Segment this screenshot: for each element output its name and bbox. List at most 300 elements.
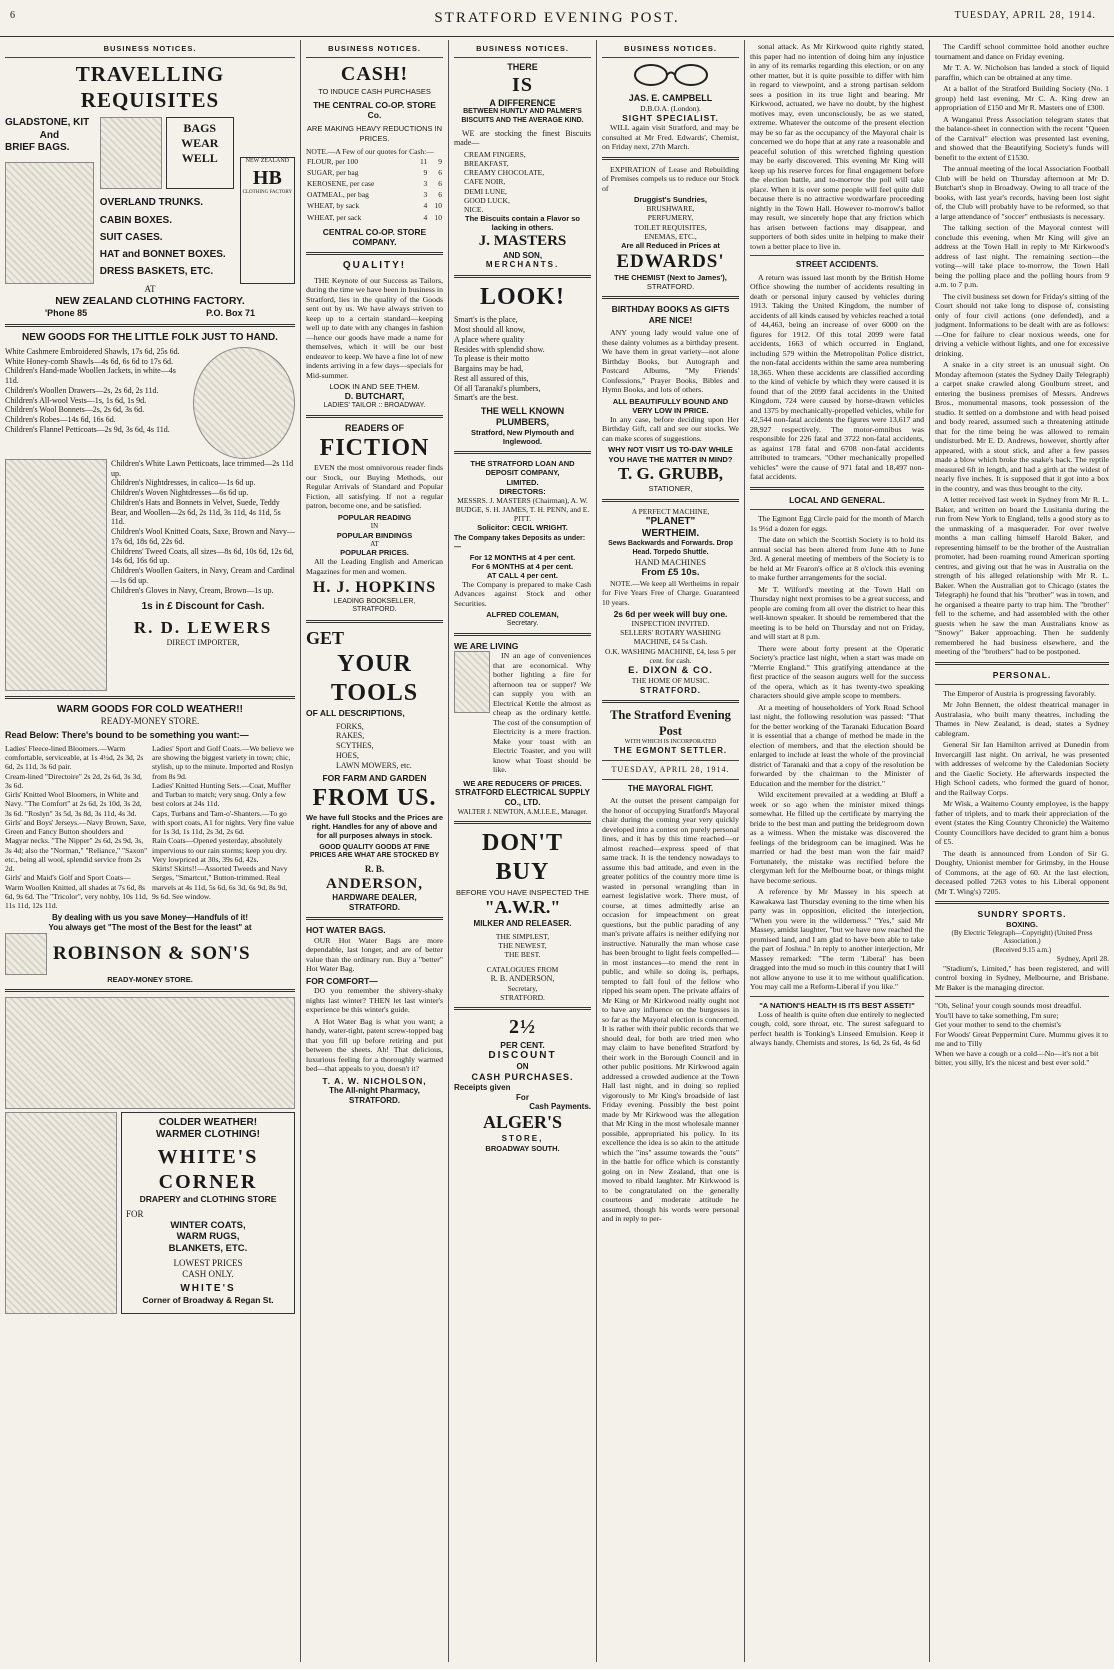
- list-item: Cream-lined "Directoire" 2s 2d, 2s 6d, 3s 3d, 3s 6d.: [5, 771, 142, 790]
- list-item: BRUSHWARE,: [646, 204, 695, 214]
- store-sub: STATIONER,: [648, 484, 693, 494]
- ad-line: BEFORE YOU HAVE INSPECTED THE: [456, 887, 589, 897]
- list-item: Childrens' Tweed Coats, all sizes—8s 6d, 10s 6d, 12s 6d, 14s 6d, 16s 6d up.: [111, 546, 294, 566]
- article-sundry-sports: [935, 909, 1109, 992]
- ad-line: Sews Backwards and Forwards. Drop Head. Torpedo Shuttle.: [608, 540, 733, 556]
- robinson-ad: [5, 704, 295, 984]
- store-address: Corner of Broadway & Regan St.: [142, 1295, 274, 1306]
- article-paragraph: The Egmont Egg Circle paid for the month of March 1s 9½d a dozen for eggs.: [750, 514, 924, 533]
- article-paragraph: There were about forty present at the Operatic Society's practice last night, when a start was made on "Merrie England." This gratifying attendance at the first practice of the season augurs well for the success of the opera, which as it has twenty-two speaking characters should give ample scope to members.: [750, 643, 924, 701]
- ad-line: INSPECTION INVITED.: [631, 619, 710, 629]
- ad-line: COLDER WEATHER!: [158, 1117, 258, 1129]
- list-item: Caps, Turbans and Tam-o'-Shanters.—To go with sport coats, A1 for nights. Very fine value for 1s 3d, 1s 11d, 2s 3d, 2s 6d.: [152, 808, 295, 837]
- ad-line: Secretary,: [507, 983, 538, 993]
- lewers-ad: [5, 332, 295, 691]
- list-item: Skirts! Skirts!!—Assorted Tweeds and Navy Serges, "Smartcut," Button-trimmed. Real marvels at 4s 11d, 5s 6d, 6s 3d, 6s 9d, 8s 9d, 9s 6d. See window.: [152, 864, 288, 901]
- ad-body: All the Leading English and American Magazines for men and women.: [306, 557, 443, 576]
- po-box: P.O. Box 71: [206, 307, 255, 318]
- list-item: BLANKETS, ETC.: [168, 1242, 248, 1254]
- list-item: CREAMY CHOCOLATE,: [464, 168, 545, 178]
- article-paragraph: A snake in a city street is an unusual sight. On Monday afternoon (states the Sydney Daily Telegraph) a carpet snake crawled along Goulburn street, and entering the business premises of Messrs. Andrews Bros., monumental masons, took possession of the studio. It settled on a dombstone and with head poised and body reared, assumed such a threatening attitude that for the time being he was allowed to remain undisturbed. Mr E. D. Andrews, however, shortly after appeared, with a stout stick, and after a few passes made a blow which broke the snake's back. The reptile measured 6ft in length, and had a girth at the widest of nearly five inches. It is supposed that it got into a box in the country, and was thus brought to the city.: [935, 360, 1109, 493]
- article-paragraph: The Cardiff school committee hold another euchre tournament and dance on Friday evening.: [935, 42, 1109, 61]
- store-sub: STORE,: [501, 1133, 544, 1143]
- ad-body: EXPIRATION of Lease and Rebuilding of Premises compels us to reduce our Stock of: [602, 164, 739, 193]
- hand-illustration: [5, 933, 47, 975]
- list-item: CAFE NOIR,: [464, 177, 506, 187]
- column-4: [596, 40, 744, 1662]
- article-paragraph: The date on which the Scottish Society is to hold its annual social has been altered from June 4th to June 3rd. A general meeting of members of the Society is to be held at Mr Fearon's office at 8 o'clock this evening to make further arrangements for the social.: [750, 535, 924, 583]
- ad-line: AT CALL 4 per cent.: [487, 570, 558, 580]
- ad-body: WE are stocking the finest Biscuits made—: [454, 128, 591, 148]
- ad-line: "PLANET": [645, 515, 696, 527]
- ad-line: ON: [516, 1062, 529, 1072]
- verse-line: Bargains may be had,: [454, 364, 524, 374]
- list-item: WINTER COATS,: [170, 1219, 246, 1231]
- ad-line: CASH PURCHASES.: [471, 1071, 574, 1082]
- section-header: BUSINESS NOTICES.: [624, 44, 717, 53]
- issue-date: TUESDAY, APRIL 28, 1914.: [611, 764, 730, 774]
- ad-lead: Read Below: There's bound to be something you want:—: [5, 730, 249, 740]
- price-value: 9: [438, 156, 442, 166]
- ad-line: DISCOUNT: [488, 1049, 557, 1061]
- price-row: [306, 212, 443, 223]
- article-street-accidents: [750, 260, 924, 482]
- list-item: Children's Nightdresses, in calico—1s 6d up.: [111, 478, 256, 488]
- newspaper-title: STRATFORD EVENING POST.: [434, 10, 680, 26]
- list-item: Children's White Lawn Petticoats, lace trimmed—2s 11d up.: [111, 458, 294, 478]
- list-item: Children's Flannel Petticoats—2s 9d, 3s 6d, 4s 11d.: [5, 424, 170, 434]
- ad-body: THE Keynote of our Success as Tailors, during the time we have been in business in Stratford, lies in the quality of the Goods sent out by us. We have always striven to keep up to a certain standard—keeping well up to date with any changes in fashion—hence our goods have made a name for themselves, which it will be our best endeavor to keep. We have a fine lot of new indents arriving in a few days—specials for Mid-summer.: [306, 275, 443, 380]
- store-name: E. DIXON & CO.: [628, 664, 713, 676]
- ships-illustration: [5, 997, 295, 1109]
- article-body: A return was issued last month by the British Home Office showing the number of accidents resulting in death or personal injury caused by vehicles during 1913. Taking the United Kingdom, the number of accidents of all kinds caused by vehicles reached a total of 44,463, being an increase of over 6000 on the figures for 1912. Of this total 2099 were fatal accidents, 1663 of which occurred in England, including 579 within the Metropolitan Police district, the non-fatal accidents within the same area numbering 18,365. When these accidents are classified according to the kind of vehicle by which they were caused it is found that of the 2099 fatal accidents in the United Kingdom, 724 were caused by horse-drawn vehicles and 1375 by mechanically-propelled vehicles, while for 42,544 non-fatal accidents the figures were 13,617 and 28,927 respectively. The motor-omnibus was responsible for 226 fatal and 3722 non-fatal accidents, as against 178 fatal and 6708 non-fatal accidents attributed to tramcars. "Other mechanically propelled vehicles" were the cause of 971 fatal and 18,497 non-fatal accidents.: [750, 272, 924, 482]
- ad-line: D.B.O.A. (London).: [640, 103, 701, 113]
- list-item: HOES,: [336, 750, 359, 760]
- ad-line: LIMITED.: [506, 477, 539, 487]
- list-item: Rain Coats—Opened yesterday, absolutely impervious to our rain storms; keep you dry. Very lowpriced at 30s, 39s 6d, 42s.: [152, 836, 287, 864]
- article-title: THE MAYORAL FIGHT.: [627, 783, 714, 793]
- store-town: STRATFORD.: [500, 992, 545, 1002]
- section-header: BUSINESS NOTICES.: [103, 44, 197, 53]
- store-sub: THE CHEMIST (Next to James'),: [614, 273, 727, 283]
- dixon-ad: [602, 507, 739, 696]
- price-item: KEROSENE, per case: [307, 179, 375, 189]
- bags-wear-well-sign: BAGS WEAR WELL: [166, 117, 234, 189]
- list-item: OVERLAND TRUNKS.: [99, 197, 204, 209]
- store-address: BROADWAY SOUTH.: [485, 1143, 560, 1153]
- product-name: WERTHEIM.: [641, 527, 700, 539]
- ad-line: HAND MACHINES: [634, 557, 707, 568]
- store-sub: The All-night Pharmacy,: [329, 1085, 420, 1095]
- price-value: 11: [419, 156, 428, 166]
- article-paragraph: At a meeting of householders of York Road School last night, the following resolution was passed: "That for the better working of the Taranaki Education Board it is essential that a change of method be made in the election of members, and that the election should be enlarged to include at least the whole of the provincial district of Taranaki and that a copy of the resolution be forwarded by the chairman to the Minister of Education and the member for the district.": [750, 702, 924, 788]
- verse-line: Get your mother to send to the chemist's: [935, 1020, 1061, 1030]
- store-sub: DRAPERY and CLOTHING STORE: [139, 1194, 277, 1205]
- ad-line: IN: [370, 521, 379, 530]
- store-name: D. BUTCHART,: [344, 391, 405, 402]
- list-item: TOILET REQUISITES,: [634, 222, 707, 232]
- store-name: THE WELL KNOWN PLUMBERS,: [480, 406, 565, 428]
- store-town: STRATFORD.: [352, 606, 397, 614]
- list-item: Children's Woven Nightdresses—6s 6d up.: [111, 488, 249, 498]
- ad-title: TRAVELLING REQUISITES: [75, 62, 225, 112]
- ad-line: THE EGMONT SETTLER.: [613, 746, 728, 756]
- ad-line: FOR: [126, 1208, 144, 1219]
- article-paragraph: The talking section of the Mayoral contest will conclude this evening, when Mr King will give an address at the Town Hall in reply to Mr Kirkwood's address of last night. The remaining section—the voting—will take place to-morrow, the Town Hall being the polling place and the polling hours from 9 a.m. to 7 p.m.: [935, 223, 1109, 289]
- ad-line: For 6 MONTHS at 4 per cent.: [471, 561, 574, 571]
- ad-foot: By dealing with us you save Money—Handfuls of it!: [51, 913, 249, 923]
- store-name: THE CENTRAL CO-OP. STORE Co.: [313, 99, 436, 121]
- nicholson-ad: [306, 925, 443, 1105]
- verse-line: Rest all assured of this,: [454, 373, 529, 383]
- store-sub: LADIES' TAILOR :: BROADWAY.: [323, 401, 426, 409]
- ad-line: SIGHT SPECIALIST.: [622, 112, 719, 123]
- store-name: ANDERSON,: [326, 875, 423, 892]
- store-town: STRATFORD.: [349, 902, 400, 912]
- baby-illustration: [193, 347, 295, 459]
- price-value: 6: [438, 190, 442, 200]
- article-credit: (Received 9.15 a.m.): [992, 945, 1052, 954]
- price-value: 10: [434, 201, 442, 211]
- ad-body: NOTE.—We keep all Wertheims in repair for Five Years Free of Charge. Guaranteed 10 years.: [602, 579, 739, 607]
- price-table: [306, 156, 443, 223]
- list-item: Girls' Knitted Wool Bloomers, in White and Navy. "The Comfort" at 2s 6d, 2s 10d, 3s 2d, 3s 6d. "Roslyn" 3s 5d, 3s 8d, 3s 11d, 4s 3d.: [5, 790, 142, 818]
- column-5: [744, 40, 929, 1662]
- ad-line: GET: [306, 627, 345, 648]
- verse-line: Resides with splendid show.: [454, 344, 545, 354]
- price-row: [306, 200, 443, 211]
- ad-line: YOUR: [337, 650, 412, 677]
- list-item: Children's Wool Knitted Coats, Saxe, Brown and Navy—17s 6d, 18s 6d, 22s 6d.: [111, 527, 295, 546]
- price-value: 3: [423, 190, 428, 200]
- logo-text: HB: [252, 166, 282, 189]
- ad-line: From £5 10s.: [641, 567, 700, 579]
- store-name: ALGER'S: [482, 1112, 563, 1133]
- discount: 1s in £ Discount for Cash.: [141, 601, 265, 613]
- ad-line: TO INDUCE CASH PURCHASES: [318, 86, 431, 96]
- ad-title: THE STRATFORD LOAN AND DEPOSIT COMPANY,: [470, 459, 575, 478]
- list-item: Children's Gloves in Navy, Cream, Brown—1s up.: [111, 585, 274, 595]
- items-list: [100, 197, 234, 278]
- article-paragraph: The annual meeting of the local Association Football Club will be held on Thursday afternoon at Mr D. Butchart's shop in Broadway. Owing to all trace of the books, with last year's records, having been lost sight of, the Club will probably have to be reformed, so that a large attendance of "soccer" enthusiasts is necessary.: [935, 164, 1109, 221]
- awr-ad: [454, 829, 591, 1002]
- article-body: sonal attack. As Mr Kirkwood quite rightly stated, this paper had no intention of doing him any injustice in any of its remarks regarding this election, or on any other matter, but it is quite possible to differ with him in regard to viewpoint, and a strong partisan seldom sees a position in its true light and bearing. Mr Kirkwood, actuated, we have no doubt, by the highest motives may, even unconsciously, be as we stated, extreme. Whatever the outcome of the present election may be so far as the occupancy of the Mayoral chair is concerned we do hope that at any rate a reasonable and peaceful solution of this wretched fighting question may be early discovered. This evening Mr King will keep up his reserve forces for final engagement before the election battle, and to-morrow the poll will take place. When it is over some people will feel quite dull because there is no attractive wordwarfare proceeding nightly in the Town Hall. However to-morrow's ballot may result, we sincerely hope that any friction which has arisen between factions may disappear, and supporters of both sides unite in helping to make their town a better place to live in.: [750, 42, 924, 251]
- butchart-ad: [306, 260, 443, 410]
- ad-line: BRIEF BAGS.: [5, 141, 70, 153]
- ad-title: NEW GOODS FOR THE LITTLE FOLK JUST TO HAND.: [22, 331, 278, 343]
- price-row: [306, 178, 443, 189]
- ad-line: AT: [370, 539, 379, 548]
- ad-body: WILL again visit Stratford, and may be consulted at Mr Fred. Edwards', Chemist, on Friday next, 27th March.: [602, 123, 739, 152]
- list-item: Ladies' Sport and Golf Coats.—We believe we are showing the biggest variety in town; chic, stylish, up to the minute. Imported and Roslyn from 8s 9d.: [152, 743, 294, 781]
- store-name: WHITE'S: [157, 1146, 259, 1169]
- store-town: STRATFORD.: [349, 1095, 400, 1105]
- list-item: White Honey-comb Shawls—4s 6d, 6s 6d to 17s 6d.: [5, 356, 173, 366]
- price-value: 3: [423, 179, 428, 189]
- store-name: CENTRAL CO-OP. STORE COMPANY.: [322, 226, 427, 248]
- ad-line: The Biscuits contain a Flavor so lacking in others.: [464, 214, 581, 233]
- ad-title: WE ARE LIVING: [454, 641, 519, 652]
- list-item: Children's Wool Bonnets—2s, 2s 6d, 3s 6d.: [5, 405, 145, 415]
- article-body: At the outset the present campaign for the honor of occupying Stratford's Mayoral chair during the coming year very quickly developed into a contest on purely personal lines, and it has by this time reached—or almost reached—express speed of that same track. It is the tendency nowadays to assume this bad attitude, and even in the greater politics of the country more time is wasted in personal wrangling than in earnest legislative work. There must, of course, at times admittedly arise an occasion for impeachment on great questions, but the public parading of any man's private affairs is neither edifying nor instructive. Naturally the man whose case has been brought to light feels compelled—in most instances—to mend the rent in public, and while so doing is, perhaps, tempted to fall foul of the fellow who ripped his seam open. The private affairs of Mr King or Mr Kirkwood really ought not to have any influence on the burgesses in so far as the Mayoral election is concerned. It is rather with their public records that we should deal, for both are tried men who may claim to have benefited Stratford by their work in the Borough Council and in other public positions. Mr Kirkwood again addressed a crowded audience at the Town Hall last night, and in doing so replied vigorously to Mr King's broadside of last Friday evening. Possibly the best point made by Mr Kirkwood was the allegation that Mr King in the most wholesale manner possible, appropriated his policy. In its excellence the idea is so akin to the attitude which the "ins" assume towards the "outs" in the battle for office which is constantly going on in New Zealand, that one is moved to ribald laughter. Mr Kirkwood is to be congratulated on the generally courteous and moderate attitude he assumed, though his words were personal and in reply to per-: [602, 796, 739, 1224]
- woods-peppermint-ad: [935, 1001, 1109, 1068]
- logo-text: CLOTHING FACTORY: [242, 190, 293, 196]
- ad-line: ARE MAKING HEAVY REDUCTIONS IN PRICES.: [306, 124, 443, 143]
- ad-title: FICTION: [319, 435, 430, 462]
- campbell-ad: [602, 62, 739, 151]
- article-credit: (By Electric Telegraph—Copyright) (United Press Association.): [951, 928, 1093, 946]
- article-title: SUNDRY SPORTS.: [977, 909, 1067, 920]
- ad-line: A DIFFERENCE: [489, 97, 556, 108]
- column-1: [0, 40, 300, 1662]
- ad-line: GLADSTONE, KIT: [5, 117, 90, 129]
- article-paragraph: Mr T. Wilford's meeting at the Town Hall on Thursday night next promises to be a great success, and people are coming from all over the district to hear this well-known speaker. It should be remembered that the meeting is to be held on Thursday and not on Friday, and will start at 8 p.m.: [750, 584, 924, 642]
- ad-line: Are all Reduced in Prices at: [621, 240, 720, 250]
- article-paragraph: The Emperor of Austria is progressing favorably.: [943, 688, 1097, 698]
- list-item: PERFUMERY,: [647, 213, 694, 223]
- ad-line: OF ALL DESCRIPTIONS,: [306, 708, 405, 719]
- ad-foot: You always get "The most of the Best for the least" at: [48, 923, 252, 933]
- ad-line: READERS OF: [344, 423, 404, 434]
- ad-line: FOR FARM AND GARDEN: [322, 773, 427, 784]
- store-name: R. D. LEWERS: [133, 617, 273, 637]
- list-item: NICE.: [464, 204, 484, 214]
- store-name: ALFRED COLEMAN,: [486, 610, 559, 620]
- ad-body: We have full Stocks and the Prices are right. Handles for any of above and for all purposes always in stock.: [306, 813, 443, 841]
- store-sub: WALTER J. NEWTON, A.M.I.E.E., Manager.: [457, 807, 588, 816]
- price-item: SUGAR, per bag: [307, 167, 359, 177]
- factory-name: NEW ZEALAND CLOTHING FACTORY.: [55, 294, 245, 307]
- ad-body: MESSRS. J. MASTERS (Chairman), A. W. BUDGE, S. H. JAMES, T. H. PENN, and E. PITT.: [455, 495, 590, 524]
- ad-line: O.K. WASHING MACHINE, £4, less 5 per cent. for cash.: [604, 646, 737, 665]
- ad-title: CASH!: [340, 63, 409, 86]
- man-in-coat-illustration: [5, 1112, 117, 1314]
- store-sub: MERCHANTS.: [485, 260, 560, 270]
- price-item: FLOUR, per 100: [307, 156, 359, 166]
- list-item: SCYTHES,: [336, 741, 374, 751]
- child-in-coat-illustration: [5, 459, 107, 691]
- masthead: [0, 0, 1114, 37]
- store-name: CORNER: [158, 1170, 258, 1193]
- store-name: J. MASTERS: [478, 233, 567, 250]
- ad-line: AT: [144, 283, 156, 294]
- list-item: Children's Robes—14s 6d, 16s 6d.: [5, 415, 116, 425]
- article-paragraph: A Wanganui Press Association telegram states that the balance-sheet in connection with the recent "Queen of the Carnival" election was presented last evening, and showed that the Beautifying Society's funds will benefit to the extent of £1530.: [935, 114, 1109, 162]
- list-item: SUIT CASES.: [99, 231, 163, 243]
- list-item: Ladies' Fleece-lined Bloomers.—Warm comfortable, serviceable, at 1s 4½d, 2s 3d, 2s 6d, 2s 11d, 3s 6d pair.: [5, 743, 144, 772]
- spectacles-icon: [602, 62, 739, 90]
- store-name: T. G. GRUBB,: [617, 463, 723, 483]
- edwards-ad: [602, 165, 739, 292]
- store-name: T. A. W. NICHOLSON,: [322, 1075, 427, 1086]
- verse-line: When we have a cough or a cold—No—it's not a bit bitter, you silly, It's the nicest and best ever sold.": [935, 1048, 1099, 1068]
- ad-body: IN an age of conveniences that are economical. Why bother lighting a fire for afternoon tea or supper? We can supply you with an Electrical Kettle the almost as cheap as the ordinary kettle. The cost of the consumption of Electricity is a mere fraction. Make your toast with an Electric Toaster, and you will know what Toast should be like.: [493, 651, 591, 775]
- ad-line: DIRECTORS:: [499, 486, 546, 496]
- ad-title: HOT WATER BAGS.: [306, 925, 386, 936]
- list-item: FORKS,: [336, 721, 364, 731]
- article-paragraph: At a ballot of the Stratford Building Society (No. 1 group) held last evening, Mr C. A. King drew an appropriation of £150 and Mr R. Masters one of £300.: [935, 84, 1109, 112]
- list-item: WARM RUGS,: [176, 1231, 240, 1243]
- article-paragraph: Mr John Bennett, the oldest theatrical manager in Australasia, who built many theatres, including the Thames in New Zealand, is dead, states a Sydney cablegram.: [935, 700, 1109, 738]
- article-local-general: [750, 495, 924, 1048]
- whites-corner-ad: [5, 1112, 295, 1314]
- list-item: RAKES,: [336, 731, 365, 741]
- price-value: 4: [423, 212, 428, 222]
- article-paragraph: The civil business set down for Friday's sitting of the Court should not take long to dispose of, consisting only of four civil actions (one defended), and a judgment. Informations to be dealt with are as follows:—One for failure to clear noxious weeds, one for driving a vehicle without lights, and one for excessive drinking.: [935, 291, 1109, 358]
- ad-body: EVEN the most omnivorous reader finds our Stock, our Buying Methods, our Regular Arrivals of Standard and Popular Fiction, all satisfying. If not a regular patron, become one, and be satisfied.: [306, 463, 443, 511]
- article-body: "Stadium's, Limited," has been registered, and will control boxing in Sydney, Melbourne, and Brisbane. Mr Baker is the managing director.: [935, 963, 1109, 992]
- article-paragraph: A letter received last week in Sydney from Mr R. L. Baker, and written on board the Lusitania during the run from New York to England, tells a good story as to the unmasking of a masquerader. For over twelve months a man calling himself Harold Baker, and representing himself to be the brother of the Australian promoter, had been roaming round American sporting centres, and giving out that he was in Australia on the strength of his alleged relationship with Mr R. L. Baker. When the Australian got to Chicago (states the Telegraph) he found that his "brother" was in town, and he organised a theatre party to trap him. The "brother" fell to the scheme, and had assembled with the other guests when he saw the man Australians know as "Snowy" Baker approaching. Then he suddenly remembered he had business elsewhere, and the meeting of the "brothers" had to be postponed.: [935, 495, 1109, 656]
- price-row: [306, 189, 443, 200]
- article-mayoral-fight: [602, 784, 739, 1224]
- ad-line: CATALOGUES FROM: [486, 964, 559, 974]
- coop-ad: [306, 62, 443, 247]
- ad-line: And: [39, 129, 60, 141]
- ad-line: FROM US.: [312, 784, 437, 811]
- list-item: HAT and BONNET BOXES.: [99, 248, 226, 260]
- article-title: STREET ACCIDENTS.: [795, 260, 879, 269]
- store-name: ROBINSON & SON'S: [53, 943, 251, 965]
- store-name: R. B. ANDERSON,: [490, 974, 555, 984]
- ad-body: The Company is prepared to make Cash Advances against Stock and other Securities.: [454, 579, 591, 608]
- article-title: PERSONAL.: [992, 669, 1052, 680]
- store-sub: THE HOME OF MUSIC.: [631, 676, 710, 686]
- trunk-illustration: [5, 162, 94, 284]
- list-item: Ladies' Knitted Hunting Sets.—Coat, Muffler and Turban to match; very snug. Only a few best colors at 24s 11d.: [152, 780, 291, 809]
- ad-line: A PERFECT MACHINE,: [631, 506, 710, 516]
- list-item: CREAM FINGERS,: [464, 150, 526, 160]
- article-dateline: Sydney, April 28.: [1056, 954, 1109, 964]
- issue-date: TUESDAY, APRIL 28, 1914.: [954, 10, 1096, 21]
- ad-line: WHY NOT VISIT US TO-DAY WHILE YOU HAVE THE MATTER IN MIND?: [608, 445, 733, 464]
- anderson-tools-ad: [306, 628, 443, 912]
- article-title: LOCAL AND GENERAL.: [789, 494, 885, 505]
- ad-line: Cash Payments.: [529, 1102, 591, 1112]
- column-3: [448, 40, 596, 1662]
- price-item: OATMEAL, per bag: [307, 190, 369, 200]
- ad-line: IS: [512, 74, 533, 97]
- ad-line: LOOK IN AND SEE THEM.: [329, 382, 420, 392]
- store-sub: DIRECT IMPORTER,: [166, 638, 240, 648]
- store-sub: READY-MONEY STORE.: [107, 974, 193, 984]
- ad-line: LOWEST PRICES: [173, 1258, 243, 1269]
- store-sub: Stratford, New Plymouth and Inglewood.: [471, 428, 574, 447]
- ad-line: FOR COMFORT—: [306, 975, 378, 986]
- page-number: 6: [10, 10, 15, 21]
- ad-title: WARM GOODS FOR COLD WEATHER!!: [57, 703, 243, 715]
- masters-ad: [454, 62, 591, 270]
- article-paragraph: Mr T. A. W. Nicholson has landed a stock of liquid paraffin, which can be obtained at any time.: [935, 63, 1109, 82]
- list-item: Girls' and Maid's Golf and Sport Coats—Warm Woollen Knitted, all shades at 7s 6d, 8s 6d, 9s 6d. The "Tricolor", very nobby, 10s 11d, 11s 11d, 12s 11d.: [5, 873, 148, 911]
- list-item: Children's All-wool Vests—1s, 1s 6d, 1s 9d.: [5, 395, 147, 405]
- ad-sub: READY-MONEY STORE.: [100, 716, 200, 727]
- ad-line: WE ARE REDUCERS OF PRICES.: [463, 778, 582, 788]
- ad-line: PER CENT.: [500, 1039, 545, 1050]
- ad-line: NOTE.—A Few of our quotes for Cash:—: [306, 146, 434, 156]
- price-row: [306, 156, 443, 167]
- verse-line: Smart's are the best.: [454, 393, 519, 403]
- article-personal: [935, 670, 1109, 897]
- ad-line: ALL BEAUTIFULLY BOUND AND VERY LOW IN PRICE.: [612, 396, 729, 415]
- ad-line: GOOD QUALITY GOODS AT FINE PRICES ARE WHAT ARE STOCKED BY: [309, 843, 440, 860]
- ad-title: QUALITY!: [342, 260, 407, 272]
- verse-line: "Oh, Selina! your cough sounds most dreadful.: [935, 1001, 1082, 1011]
- store-name: H. J. HOPKINS: [312, 579, 437, 597]
- price-value: 9: [423, 167, 428, 177]
- ad-line: For 12 MONTHS at 4 per cent.: [469, 552, 576, 562]
- column-6: [929, 40, 1114, 1662]
- list-item: THE BEST.: [504, 949, 541, 959]
- article-paragraph: Mr Wisk, a Waitemo County employee, is the happy father of triplets, and to mark their appreciation of the event (states the King Country Chronicle) the Waitemo County Councillors have decided to grant him a bonus of £5.: [935, 799, 1109, 847]
- price-row: [306, 167, 443, 178]
- ad-body: A Hot Water Bag is what you want; a handy, water-tight, patent screw-topped bag that you fill up before retiring and put between the sheets. Ah! That delicious, luxurious feeling for a thoroughly warmed bed—that appeals to you, doesn't it?: [306, 1016, 443, 1074]
- article-subtitle: BOXING.: [1006, 919, 1038, 929]
- list-item: DRESS BASKETS, ETC.: [99, 266, 214, 278]
- store-sub: AND SON,: [502, 250, 543, 260]
- verse-line: To please is their motto: [454, 354, 529, 364]
- price-value: 4: [423, 201, 428, 211]
- price-value: 6: [438, 179, 442, 189]
- list-item: LAWN MOWERS, etc.: [336, 760, 412, 770]
- hopkins-ad: [306, 423, 443, 615]
- grubb-ad: [602, 304, 739, 493]
- list-item: DEMI LUNE,: [464, 186, 507, 196]
- ad-title: LOOK!: [479, 284, 565, 311]
- column-2: [300, 40, 448, 1662]
- ad-line: POPULAR READING: [337, 512, 412, 522]
- verse-line: Most should all know,: [454, 325, 526, 335]
- loan-company-ad: [454, 459, 591, 628]
- list-item: THE NEWEST,: [498, 940, 547, 950]
- ad-title: "A NATION'S HEALTH IS ITS BEST ASSET!": [759, 1000, 915, 1010]
- list-item: Girls' and Boys' Jerseys.—Navy Brown, Saxe, Green and Fancy Button shoulders and Magyar necks. "The Nipper" 2s 6d, 2s 9d, 3s, 3s 4d; also the "Norman," "Reliance," "Saxon" etc., being all wool, splendid service from 2s 2d.: [5, 817, 148, 874]
- ad-line: WARMER CLOTHING!: [156, 1129, 260, 1141]
- ad-title: TOOLS: [330, 680, 419, 707]
- list-item: CABIN BOXES.: [99, 214, 172, 226]
- verse-line: For Woods' Great Peppermint Cure. Mummu gives it to me and to Tilly: [935, 1029, 1109, 1049]
- phone: 'Phone 85: [45, 307, 88, 318]
- electrical-ad: [454, 641, 591, 816]
- algers-ad: [454, 1015, 591, 1153]
- list-item: Children's Hats and Bonnets in Velvet, Suede, Teddy Bear, and Woollen—2s 6d, 2s 11d, 3s 11d, 4s 11d, 5s 11d.: [111, 497, 281, 527]
- store-sub: LEADING BOOKSELLER,: [333, 597, 416, 605]
- ad-line: WITH WHICH IS INCORPORATED: [624, 738, 717, 745]
- store-sub: Secretary.: [506, 619, 539, 627]
- ad-line: 2½: [509, 1016, 536, 1039]
- ad-line: CASH ONLY.: [182, 1269, 234, 1280]
- list-item: GOOD LUCK,: [464, 195, 510, 205]
- ad-line: R. B.: [364, 863, 385, 874]
- ad-line: POPULAR PRICES.: [340, 548, 409, 558]
- ad-line: THERE: [507, 62, 538, 73]
- ad-body: OUR Hot Water Bags are more dependable, last longer, and are of better value than the ordinary run. Buy a "better" Hot Water Bag.: [306, 935, 443, 974]
- list-item: THE SIMPLEST,: [495, 931, 550, 941]
- ad-body: ANY young lady would value one of these dainty volumes as a birthday present. We have them in great variety—not alone Birthday Books, but Autograph and Postcard Albums, "My Friends' Confessions," Prayer Books, Bibles and Hymn Books, and lots of others.: [602, 328, 739, 395]
- section-header: BUSINESS NOTICES.: [476, 44, 569, 53]
- verse-line: Of all Taranaki's plumbers,: [454, 383, 541, 393]
- verse-line: You'll have to take something, I'm sure;: [935, 1010, 1059, 1020]
- ad-line: MILKER AND RELEASER.: [473, 918, 572, 928]
- list-item: ENEMAS, ETC.,: [644, 231, 697, 241]
- ad-line: BETWEEN HUNTLY AND PALMER'S BISCUITS AND THE AVERAGE KIND.: [461, 108, 584, 124]
- ad-line: Druggist's Sundries,: [633, 195, 708, 205]
- ad-line: Solicitor: CECIL WRIGHT.: [477, 523, 568, 533]
- list-item: Children's Woollen Drawers—2s, 2s 6d, 2s 11d.: [5, 385, 159, 395]
- verse-line: A place where quality: [454, 334, 524, 344]
- travelling-requisites-ad: [5, 62, 295, 319]
- list-item: BREAKFAST,: [464, 159, 509, 169]
- price-item: WHEAT, by sack: [307, 201, 360, 211]
